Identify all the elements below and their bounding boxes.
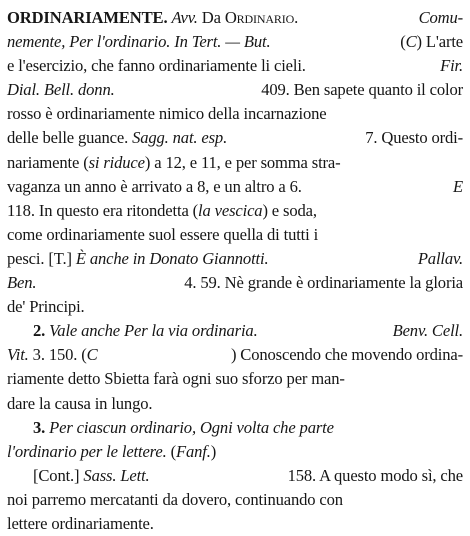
entry-line-10: come ordinariamente suol essere quella di tutti i xyxy=(7,224,319,244)
sense-3-line-3: [Cont.] Sass. Lett. 158. A questo modo sì, che xyxy=(33,465,463,485)
sense-3-line-4: noi parremo mercatanti da dovero, continuando con xyxy=(7,489,343,509)
entry-line-13: de' Principi. xyxy=(7,297,85,317)
entry-line-9: 118. In questo era ritondetta (la vescica) e soda, xyxy=(7,200,317,220)
entry-line-11: pesci. [T.] È anche in Donato Giannotti. Pallav. xyxy=(7,248,463,268)
sense-3-line-5: lettere ordinariamente. xyxy=(7,513,154,533)
sense-number: 2. xyxy=(33,321,46,341)
sense-2-line-3: riamente detto Sbietta farà ogni suo sforzo per man- xyxy=(7,369,345,389)
sense-2-line-4: dare la causa in lungo. xyxy=(7,393,153,413)
citation-source: Sagg. nat. esp. xyxy=(132,128,228,148)
entry-line-8: vaganza un anno è arrivato a 8, e un altro a 6. E xyxy=(7,176,463,196)
sense-2-line-1: 2. Vale anche Per la via ordinaria. Benv. Cell. xyxy=(33,321,463,341)
sense-2-line-2: Vit. 3. 150. (C ) Conoscendo che movendo ordina- xyxy=(7,345,463,365)
entry-line-2: nemente, Per l'ordinario. In Tert. — But. (C) L'arte xyxy=(7,30,463,54)
cross-reference: Ordinario xyxy=(224,8,295,27)
entry-line-12: Ben. 4. 59. Nè grande è ordinariamente la gloria xyxy=(7,273,463,293)
entry-line-3: e l'esercizio, che fanno ordinariamente li cieli. Fir. xyxy=(7,56,463,76)
entry-line-6: delle belle guance. Sagg. nat. esp. 7. Questo ordi- xyxy=(7,128,463,148)
sense-3-line-2: l'ordinario per le lettere. (Fanf.) xyxy=(7,441,217,461)
part-of-speech: Avv. xyxy=(171,8,198,27)
definition: nemente, Per l'ordinario. In Tert. — But. xyxy=(7,32,271,52)
citation-source: Dial. Bell. donn. xyxy=(7,80,115,100)
headword: ORDINARIAMENTE. xyxy=(7,8,168,27)
entry-line-7: nariamente (si riduce) a 12, e 11, e per somma stra- xyxy=(7,152,341,172)
citation-source: Sass. Lett. xyxy=(83,465,150,485)
entry-line-4: Dial. Bell. donn. 409. Ben sapete quanto il color xyxy=(7,78,463,102)
sense-number: 3. xyxy=(33,417,46,437)
sense-3-line-1: 3. Per ciascun ordinario, Ogni volta che parte xyxy=(33,417,334,437)
entry-line-5: rosso è ordinariamente nimico della incarnazione xyxy=(7,104,327,124)
entry-line-1: ORDINARIAMENTE. Avv. Da Ordinario. Comu- xyxy=(7,8,463,27)
